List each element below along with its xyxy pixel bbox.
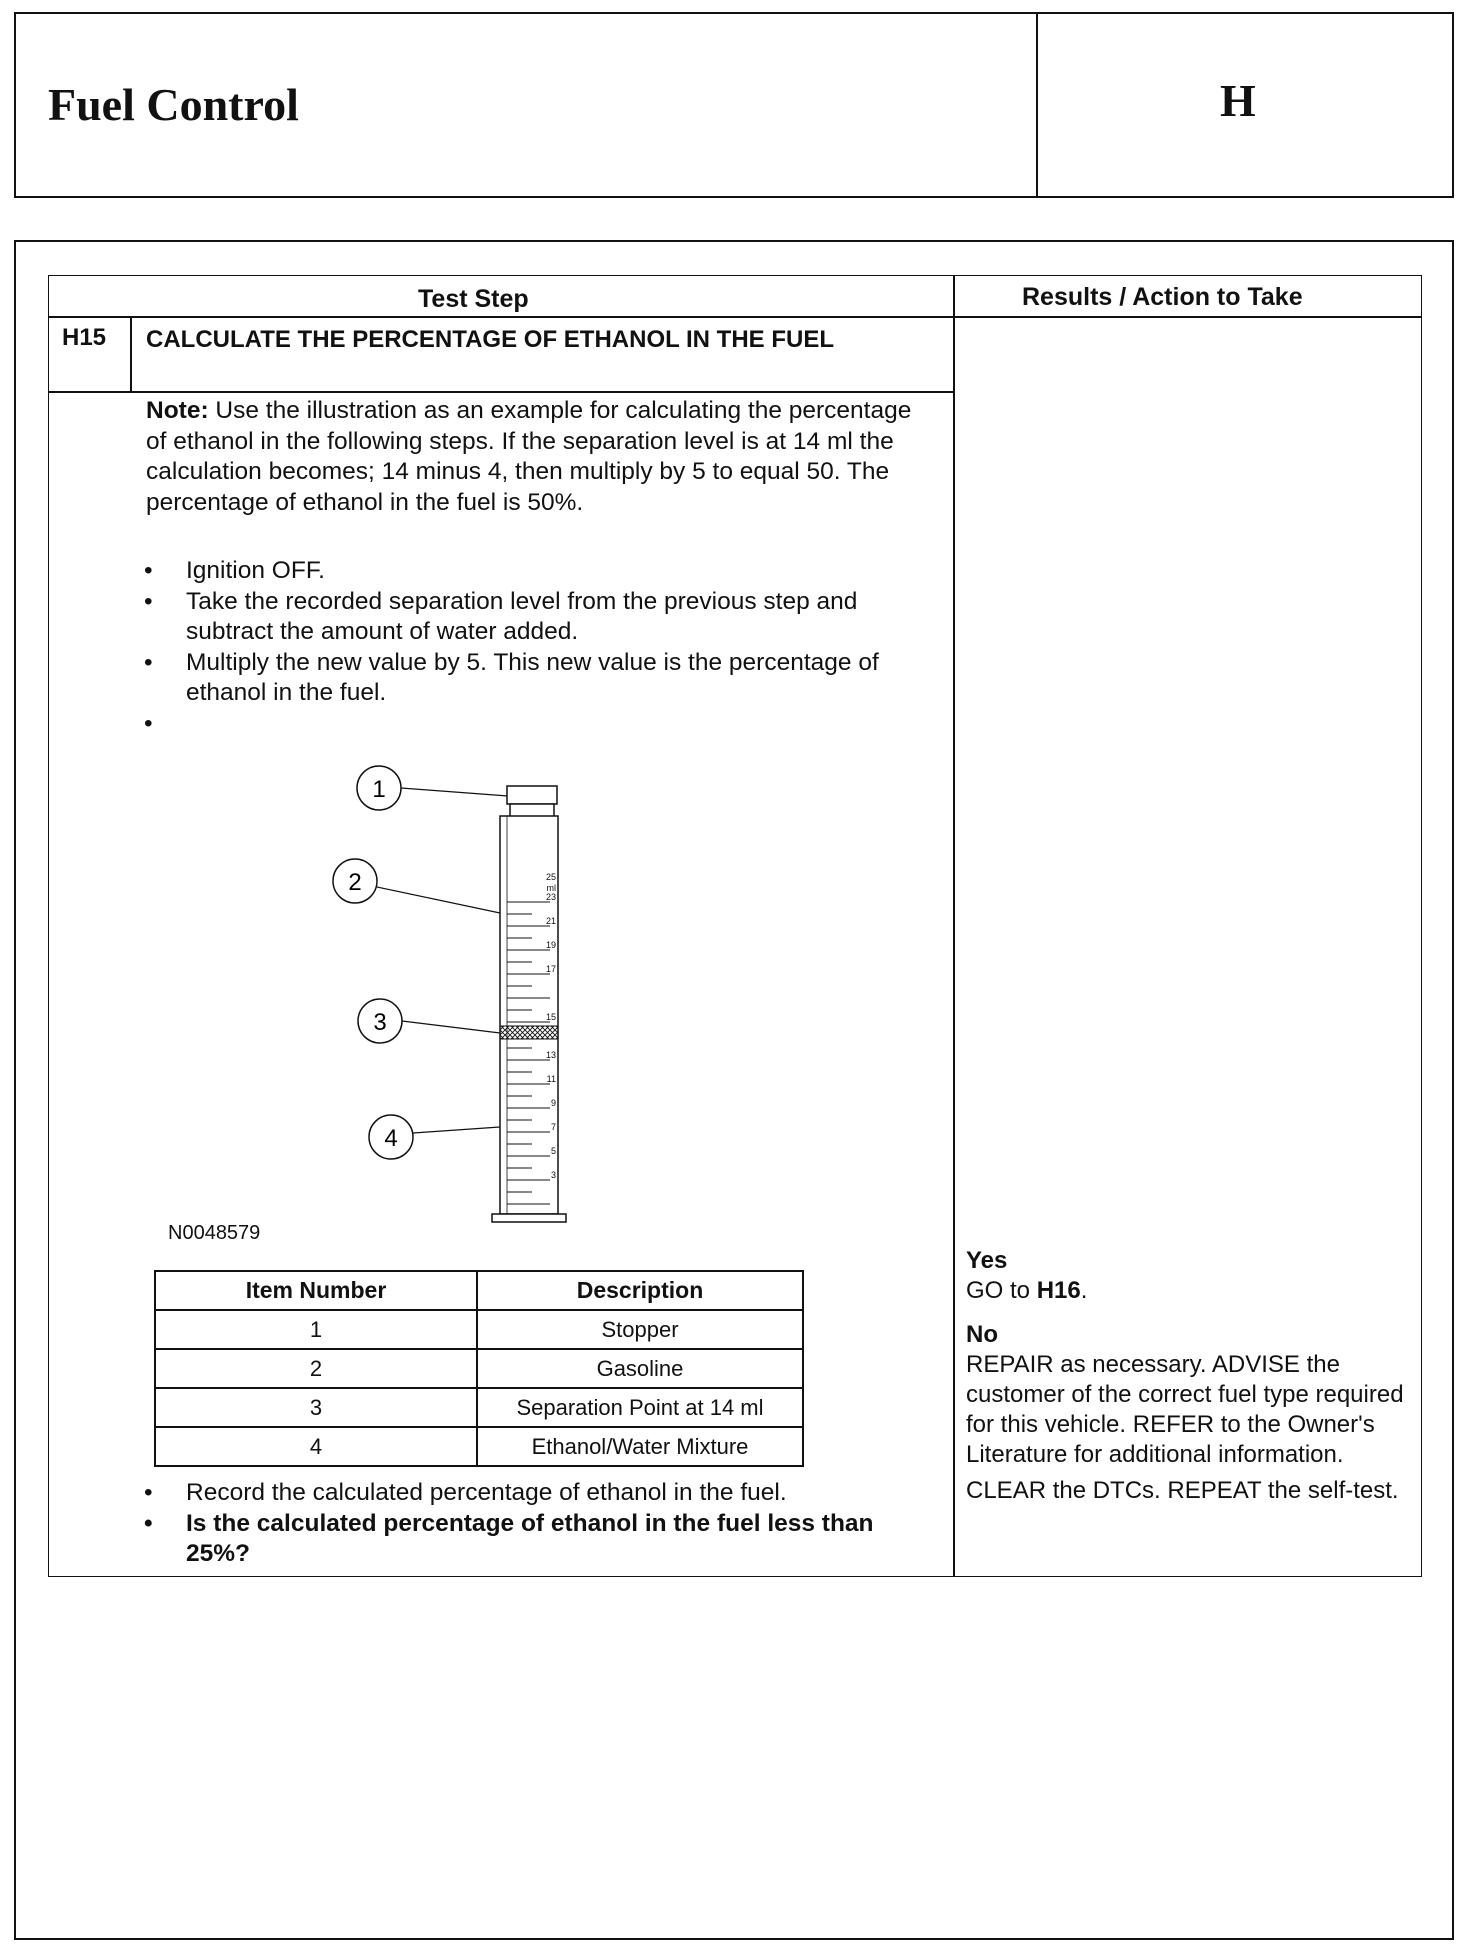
- title-row-divider: [48, 391, 954, 393]
- figure-code: N0048579: [168, 1222, 261, 1244]
- yes-target-link[interactable]: H16: [1036, 1277, 1081, 1304]
- bullet-icon: •: [144, 709, 153, 737]
- bullet-icon: •: [144, 557, 153, 584]
- scale-label: 19: [545, 940, 556, 950]
- step-id: H15: [62, 324, 107, 351]
- scale-label: 17: [545, 964, 556, 974]
- list-item: [142, 648, 932, 709]
- scale-label: 11: [546, 1074, 556, 1084]
- list-item: [142, 1478, 932, 1509]
- no-action-text: REPAIR as necessary. ADVISE the customer of the correct fuel type required for this vehicle. REFER to the Owner's Literature for additional information.: [966, 1351, 1404, 1468]
- cylinder-base: [492, 1214, 566, 1222]
- header-row-divider: [48, 316, 1422, 318]
- yes-action: [966, 1276, 1422, 1306]
- table-row: [155, 1349, 803, 1388]
- bullet-icon: •: [144, 648, 153, 676]
- svg-text:3: 3: [373, 1009, 387, 1036]
- list-item-text: Take the recorded separation level from the previous step and subtract the amount of water added.: [186, 587, 858, 645]
- yes-action-suffix: .: [1080, 1277, 1088, 1304]
- table-row: [155, 1310, 803, 1349]
- scale-label: 25: [545, 872, 556, 882]
- bullet-icon: •: [144, 1479, 153, 1506]
- scale-label: 13: [545, 1050, 556, 1060]
- section-letter: H: [1220, 75, 1256, 126]
- list-item: [142, 587, 932, 648]
- callout-3: [358, 999, 500, 1043]
- item-description-table: [154, 1270, 804, 1467]
- scale-label: 23: [545, 892, 556, 902]
- bullet-icon: •: [144, 1509, 153, 1537]
- scale-label: 7: [550, 1122, 556, 1132]
- scale-label: 3: [550, 1170, 556, 1180]
- note-paragraph: [146, 396, 916, 518]
- item-description: Ethanol/Water Mixture: [477, 1427, 803, 1466]
- item-number: 1: [155, 1310, 477, 1349]
- yes-label: Yes: [966, 1247, 1008, 1274]
- question-text: Is the calculated percentage of ethanol in the fuel less than 25%?: [186, 1509, 874, 1567]
- list-item-text: Ignition OFF.: [186, 557, 325, 584]
- result-no: [966, 1320, 1422, 1506]
- item-number: 4: [155, 1427, 477, 1466]
- table-header-row: [155, 1271, 803, 1310]
- svg-text:1: 1: [372, 776, 386, 803]
- scale-label: 5: [550, 1146, 556, 1156]
- svg-text:4: 4: [384, 1125, 398, 1152]
- scale-label: 15: [545, 1012, 556, 1022]
- scale-label: 9: [550, 1098, 556, 1108]
- callout-1: [357, 766, 508, 810]
- list-item: [142, 709, 932, 739]
- column-header-test-step: Test Step: [418, 285, 529, 313]
- no-action-text-2: CLEAR the DTCs. REPEAT the self-test.: [966, 1477, 1399, 1504]
- yes-action-text: GO to: [966, 1277, 1037, 1304]
- item-description: Stopper: [477, 1310, 803, 1349]
- scale-label: 21: [545, 916, 556, 926]
- bullet-icon: •: [144, 587, 153, 615]
- callout-2: [333, 859, 500, 913]
- stopper: [507, 786, 557, 820]
- note-text: Use the illustration as an example for calculating the percentage of ethanol in the following steps. If the separation level is at 14 ml the calculation becomes; 14 minus 4, then multiply by 5 to equal 50. The percentage of ethanol in the fuel is 50%.: [146, 397, 912, 516]
- no-label: No: [966, 1321, 998, 1348]
- list-item-text: Multiply the new value by 5. This new value is the percentage of ethanol in the fuel.: [186, 648, 879, 706]
- page-title: Fuel Control: [48, 79, 299, 130]
- table-header: Item Number: [155, 1271, 477, 1310]
- list-item-question: [142, 1509, 932, 1570]
- result-yes: [966, 1246, 1422, 1306]
- callout-4: [369, 1115, 500, 1159]
- scale-unit: ml: [546, 883, 556, 893]
- list-item: [142, 556, 932, 587]
- separation-band: [500, 1026, 558, 1039]
- column-divider: [953, 275, 955, 1577]
- step-id-divider: [130, 316, 132, 392]
- graduated-cylinder-illustration: [300, 760, 600, 1240]
- step-title: CALCULATE THE PERCENTAGE OF ETHANOL IN THE FUEL: [146, 326, 834, 353]
- note-label: Note:: [146, 397, 209, 424]
- item-number: 2: [155, 1349, 477, 1388]
- table-row: [155, 1388, 803, 1427]
- item-description: Separation Point at 14 ml: [477, 1388, 803, 1427]
- list-item-text: Record the calculated percentage of ethanol in the fuel.: [186, 1479, 787, 1506]
- column-header-results: Results / Action to Take: [1022, 283, 1303, 311]
- table-row: [155, 1427, 803, 1466]
- final-instruction-list: [142, 1478, 932, 1570]
- header-divider: [1036, 14, 1038, 196]
- table-header: Description: [477, 1271, 803, 1310]
- item-description: Gasoline: [477, 1349, 803, 1388]
- item-number: 3: [155, 1388, 477, 1427]
- instruction-list: [142, 556, 932, 739]
- svg-text:2: 2: [348, 869, 362, 896]
